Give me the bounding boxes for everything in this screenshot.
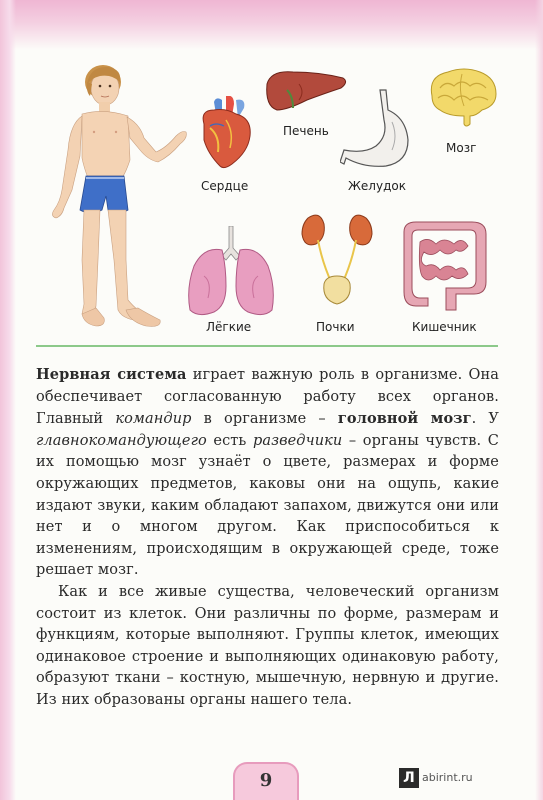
kidneys-label: Почки [316, 320, 355, 334]
heart-label: Сердце [201, 179, 249, 193]
liver-illustration [263, 66, 349, 116]
watermark-text: abirint.ru [422, 771, 473, 784]
intestine-label: Кишечник [412, 320, 477, 334]
green-divider [36, 345, 498, 347]
kidneys-illustration [300, 210, 374, 310]
stomach-illustration [340, 88, 420, 172]
left-pink-band [0, 0, 16, 800]
term-commander: командир [115, 411, 192, 428]
lungs-illustration [184, 226, 278, 318]
paragraph-2: Как и все живые существа, человеческий организм состоит из клеток. Они различны по форме, размерам и функциям, которые выполняют. Группы клеток, имеющих одинаковое строение и выполняющих одинаковую работу, образуют ткани – костную, мышечную, нервную и другие. Из них образованы органы нашего тела. [36, 583, 499, 708]
heart-illustration [196, 96, 256, 172]
liver-label: Печень [283, 124, 329, 138]
term-commander-in-chief: главнокомандующего [36, 432, 207, 449]
term-scouts: разведчики [252, 432, 343, 449]
term-nervous-system: Нервная система [36, 366, 187, 383]
boy-illustration [30, 60, 190, 332]
page-number: 9 [259, 770, 273, 791]
paragraph-1: Нервная система играет важную роль в организме. Она обеспечивает согласованную работу всех органов. Главный командир в организме – головной мозг. У главнокомандующего есть разведчики – органы чувств. С их помощью мозг узнаёт о цвете, размерах и форме окружающих предметов, каковы они на ощупь, какие издают звуки, каким обладают запахом, движутся они или нет и о многом другом. Как приспособиться к изменениям, происходящим в окружающей среде, тоже решает мозг. [36, 366, 499, 579]
brain-illustration [426, 66, 500, 128]
intestine-illustration [398, 218, 490, 314]
watermark-logo: Л [399, 768, 419, 788]
stomach-label: Желудок [348, 179, 406, 193]
term-brain: головной мозг [337, 410, 472, 428]
lungs-label: Лёгкие [206, 320, 252, 334]
top-pink-band [0, 0, 543, 50]
page-number-tab [233, 762, 299, 800]
brain-label: Мозг [446, 141, 477, 155]
body-text [36, 364, 499, 712]
right-pink-band [535, 0, 543, 800]
